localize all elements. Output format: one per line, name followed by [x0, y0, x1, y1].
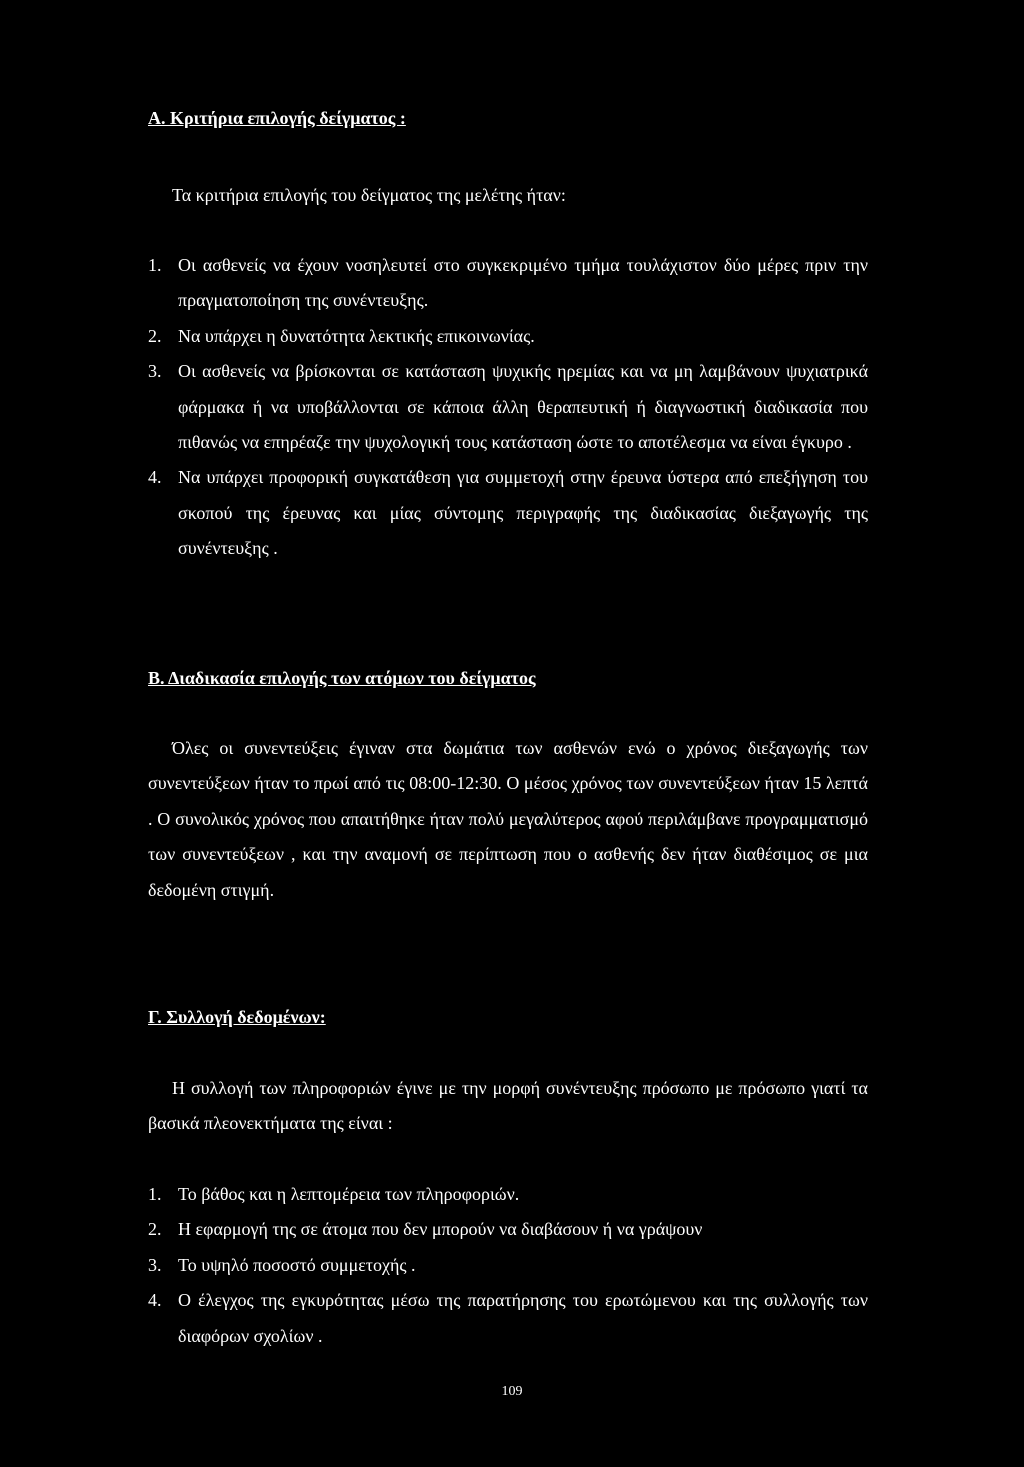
- list-item-text: Το υψηλό ποσοστό συμμετοχής .: [178, 1254, 416, 1275]
- list-item: [148, 1212, 868, 1247]
- list-item: [148, 1248, 868, 1283]
- section-b-heading: Β. Διαδικασία επιλογής των ατόμων του δείγματος: [148, 668, 536, 688]
- list-item: [148, 319, 868, 354]
- list-item-number: 4.: [148, 467, 162, 488]
- list-item-number: 1.: [148, 255, 162, 275]
- list-item: [148, 1177, 868, 1212]
- list-item-text: Οι ασθενείς να βρίσκονται σε κατάσταση ψυχικής ηρεμίας και να μη λαμβάνουν ψυχιατρικά φάρμακα ή να υποβάλλονται σε κάποια άλλη θεραπευτική ή διαγνωστική διαδικασία που πιθανώς να επηρέαζε την ψυχολογική τους κατάσταση ώστε το αποτέλεσμα να είναι έγκυρο .: [178, 361, 868, 453]
- list-item-number: 2.: [148, 1219, 162, 1240]
- list-item-text: Το βάθος και η λεπτομέρεια των πληροφοριών.: [178, 1184, 520, 1204]
- section-a-intro: Τα κριτήρια επιλογής του δείγματος της μελέτης ήταν:: [172, 185, 566, 205]
- list-item-text: Οι ασθενείς να έχουν νοσηλευτεί στο συγκεκριμένο τμήμα τουλάχιστον δύο μέρες πριν την πραγματοποίηση της συνέντευξης.: [178, 255, 868, 311]
- list-item: [148, 460, 868, 566]
- list-item-text: Να υπάρχει προφορική συγκατάθεση για συμμετοχή στην έρευνα ύστερα από επεξήγηση του σκοπού της έρευνας και μίας σύντομης περιγραφής της διαδικασίας διεξαγωγής της συνέντευξης .: [178, 467, 868, 559]
- list-item-number: 2.: [148, 325, 162, 346]
- section-c-advantages-list: [148, 1177, 868, 1354]
- list-item-number: 3.: [148, 361, 162, 382]
- list-item: [148, 248, 868, 319]
- list-item-number: 4.: [148, 1290, 162, 1311]
- section-c-heading: Γ. Συλλογή δεδομένων:: [148, 1007, 326, 1027]
- section-a-criteria-list: [148, 248, 868, 567]
- page-number: 109: [501, 1384, 523, 1399]
- section-a-heading: Α. Κριτήρια επιλογής δείγματος :: [148, 108, 406, 128]
- list-item-text: Ο έλεγχος της εγκυρότητας μέσω της παρατήρησης του ερωτώμενου και της συλλογής των διαφόρων σχολίων .: [178, 1290, 868, 1346]
- section-b-paragraph: Όλες οι συνεντεύξεις έγιναν στα δωμάτια των ασθενών ενώ ο χρόνος διεξαγωγής των συνεντεύξεων ήταν το πρωί από τις 08:00-12:30. Ο μέσος χρόνος των συνεντεύξεων ήταν 15 λεπτά . Ο συνολικός χρόνος που απαιτήθηκε ήταν πολύ μεγαλύτερος αφού περιλάμβανε προγραμματισμό των συνεντεύξεων , και την αναμονή σε περίπτωση που ο ασθενής δεν ήταν διαθέσιμος σε μια δεδομένη στιγμή.: [148, 738, 868, 900]
- list-item-text: Να υπάρχει η δυνατότητα λεκτικής επικοινωνίας.: [178, 325, 535, 346]
- list-item: [148, 354, 868, 460]
- section-c-paragraph: Η συλλογή των πληροφοριών έγινε με την μορφή συνέντευξης πρόσωπο με πρόσωπο γιατί τα βασικά πλεονεκτήματα της είναι :: [148, 1078, 868, 1134]
- list-item: [148, 1283, 868, 1354]
- list-item-number: 3.: [148, 1254, 162, 1275]
- list-item-number: 1.: [148, 1184, 162, 1204]
- list-item-text: Η εφαρμογή της σε άτομα που δεν μπορούν να διαβάσουν ή να γράψουν: [178, 1219, 703, 1240]
